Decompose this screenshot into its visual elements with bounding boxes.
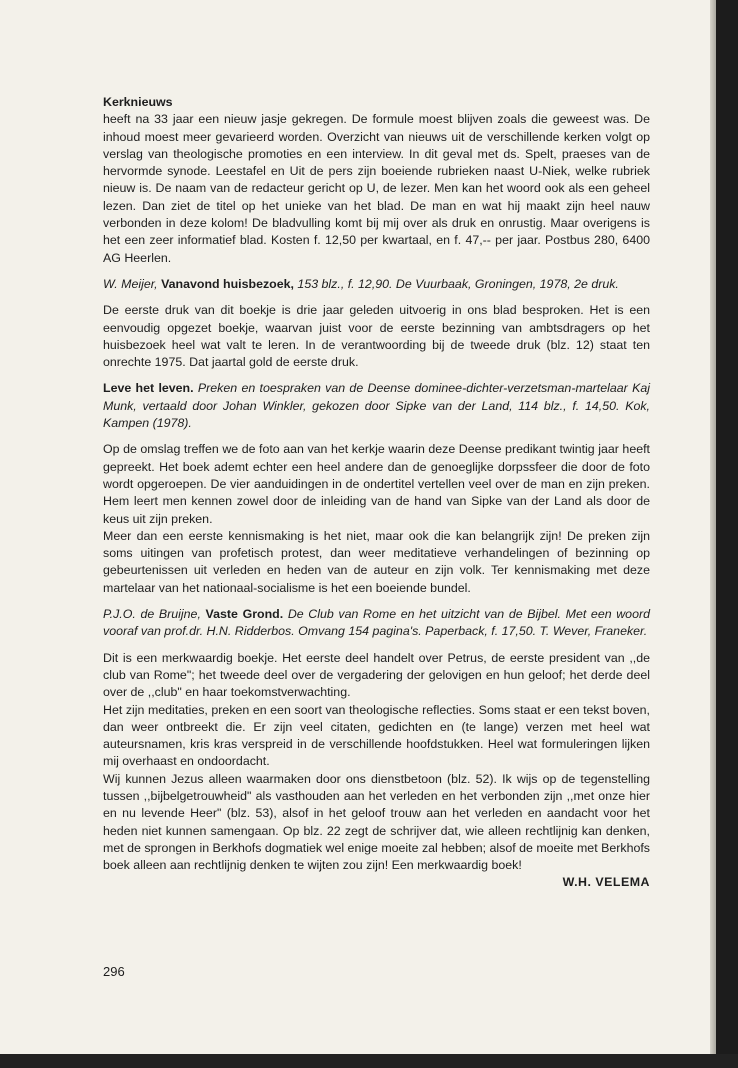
author-signature: W.H. VELEMA [562,875,650,890]
review-title: Vanavond huisbezoek, [161,276,294,291]
review-body: De eerste druk van dit boekje is drie jaar geleden uitvoerig in ons blad besproken. Het is een eenvoudig opgezet boekje, waarvan juist voor de eerste bezinning van ambtsdragers op het huisbezoek heel wat valt te leren. In de verantwoording bij de tweede druk (blz. 12) staat ten onrechte 1975. Dat jaartal gold de eerste druk. [103,303,650,370]
review-author: W. Meijer, [103,276,158,291]
section-title: Kerknieuws [103,95,173,109]
scan-border-right [716,0,738,1068]
review-author: P.J.O. de Bruijne, [103,607,201,622]
review-heading-leve-het-leven [103,380,650,432]
review-body: Dit is een merkwaardig boekje. Het eerste deel handelt over Petrus, de eerste president van ,,de club van Rome"; het tweede deel over de vergadering der gelovigen en hun geloof; het derde deel over de ,,club" en haar toekomstverwachting. [103,650,650,700]
review-details: 153 blz., f. 12,90. De Vuurbaak, Groningen, 1978, 2e druk. [297,276,619,291]
review-body: Het zijn meditaties, preken en een soort van theologische reflecties. Soms staat er een tekst boven, dan weer ontbreekt die. Er zijn veel citaten, gedichten en (te lange) verzen met heel wat auteursnamen, kris kras verspreid in de verschillende hoofdstukken. Heel wat formuleringen lijken mij overhaast en ondoordacht. [103,702,650,769]
review-details: Preken en toespraken van de Deense dominee-dichter-verzetsman-martelaar Kaj Munk, vertaald door Johan Winkler, gekozen door Sipke van der Land, 114 blz., f. 14,50. Kok, Kampen (1978). [103,381,650,431]
review-title: Leve het leven. [103,381,194,396]
review-body: Wij kunnen Jezus alleen waarmaken door ons dienstbetoon (blz. 52). Ik wijs op de tegenstelling tussen ,,bijbelgetrouwheid" als vasthouden aan het verleden en het verbonden zijn ,,met onze hier en nu levende Heer" (blz. 53), alsof in het geloof trouw aan het verleden en aandacht voor het heden niet kunnen samengaan. Op blz. 22 zegt de schrijver dat, wie alleen rechtlijnig kan denken, met de sprongen in Berkhofs dogmatiek wel enige moeite zal hebben; alsof de moeite met Berkhofs boek alleen aan rechtlijnig denken te wijten zou zijn! Een merkwaardig boek! [103,771,650,873]
page-content [103,94,650,892]
kerknieuws-text: heeft na 33 jaar een nieuw jasje gekregen. De formule moest blijven zoals die geweest was. De inhoud moest meer gevarieerd worden. Overzicht van nieuws uit de verschillende kerken volgt op verslag van theologische promoties en een interview. In dit geval met ds. Spelt, praeses van de hervormde synode. Leestafel en Uit de pers zijn boeiende rubrieken naast U-Niek, welke rubriek nieuw is. De naam van de redacteur gericht op U, de lezer. Men kan het woord ook als een geheel lezen. Dan ziet de titel op het unieke van het blad. De man en wat hij maakt zijn heel nauw verbonden in deze kolom! De bladvulling komt bij mij over als druk en onrustig. Maar overigens is het een zeer informatief blad. Kosten f. 12,50 per kwartaal, en f. 47,-- per jaar. Postbus 280, 6400 AG Heerlen. [103,112,650,265]
review-body: Op de omslag treffen we de foto aan van het kerkje waarin deze Deense predikant twintig jaar heeft gepreekt. Het boek ademt echter een heel andere dan de genoeglijke dorpssfeer die door de foto wordt opgeroepen. De vier aanduidingen in de ondertitel vertellen veel over de man en zijn preken. Hem leert men kennen zowel door de inleiding van de hand van Sipke van der Land als door de keus uit zijn preken. [103,442,650,526]
review-heading-vaste-grond [103,606,650,641]
review-details: De Club van Rome en het uitzicht van de Bijbel. Met een woord vooraf van prof.dr. H.N. Ridderbos. Omvang 154 pagina's. Paperback, f. 17,50. T. Wever, Franeker. [103,607,650,639]
review-body: Meer dan een eerste kennismaking is het niet, maar ook die kan belangrijk zijn! De preken zijn soms uitingen van profetisch protest, dan weer meditatieve verhandelingen of bezinning op gebeurtenissen uit verleden en heden van de auteur en zijn volk. Ter kennismaking met deze martelaar van het nationaal-socialisme is het een boeiende bundel. [103,528,650,595]
scan-border-bottom [0,1054,738,1068]
review-heading-vanavond-huisbezoek [103,276,650,293]
review-title: Vaste Grond. [205,607,284,622]
page-number: 296 [103,964,125,979]
